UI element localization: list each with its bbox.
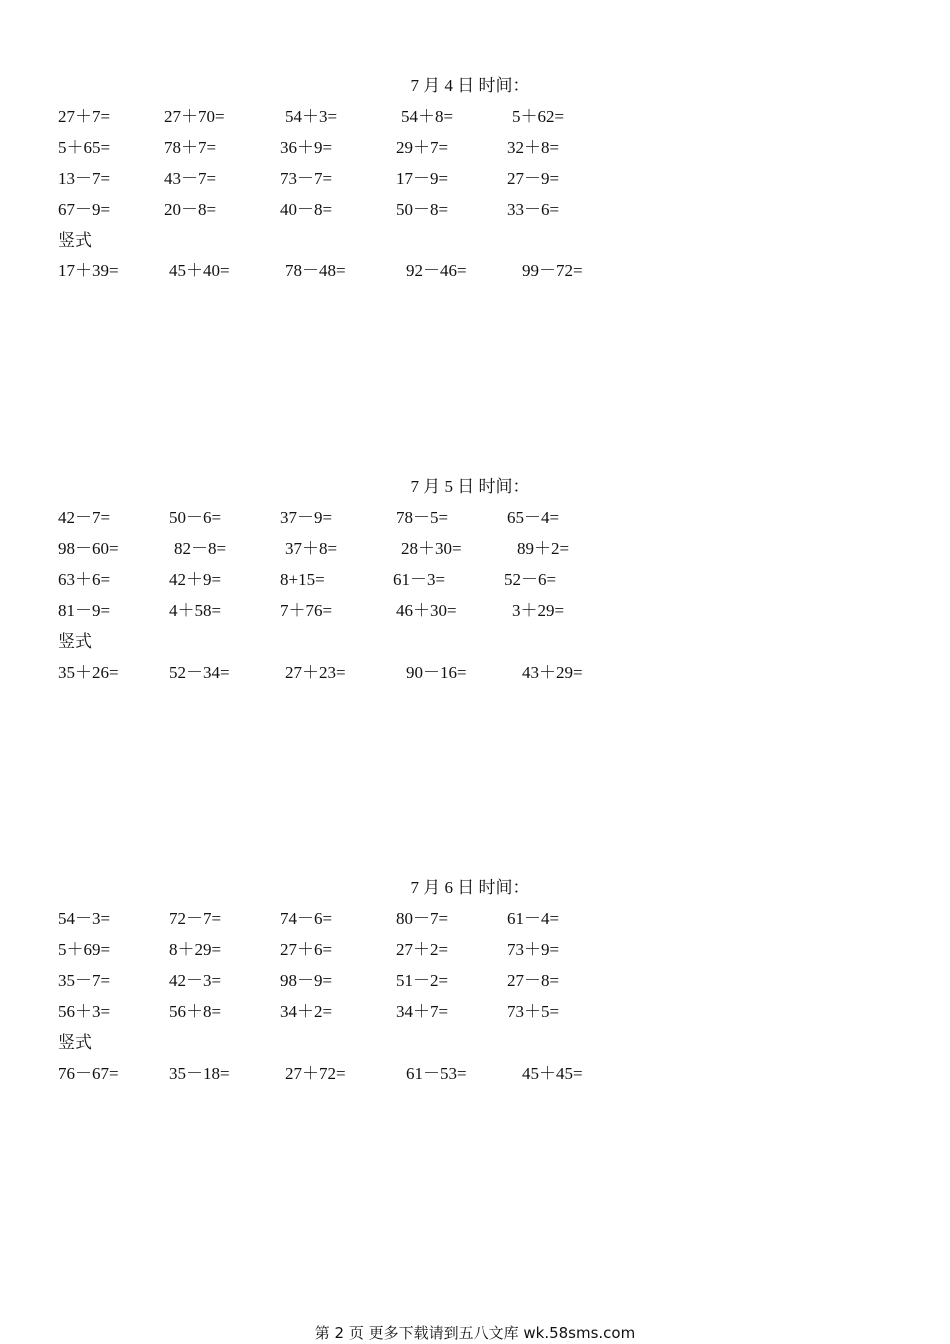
problem: 43－7= [164,169,217,188]
vertical-problem: 35－18= [169,1064,230,1083]
problem: 42＋9= [169,570,222,589]
problem: 61－3= [393,570,446,589]
problem: 51－2= [396,971,449,990]
problem: 61－4= [507,909,560,928]
page-footer: 第 2 页 更多下载请到五八文库 wk.58sms.com [314,1324,636,1342]
vertical-problem: 92－46= [406,261,467,280]
section-3-title: 7 月 6 日 时间： [410,878,530,897]
vertical-problem: 35＋26= [58,663,119,682]
problem: 98－60= [58,539,119,558]
vertical-problem: 78－48= [285,261,346,280]
problem: 89＋2= [517,539,570,558]
problem: 29＋7= [396,138,449,157]
problem: 34＋7= [396,1002,449,1021]
problem: 81－9= [58,601,111,620]
problem: 4＋58= [169,601,222,620]
problem: 13－7= [58,169,111,188]
problem: 74－6= [280,909,333,928]
problem: 27＋2= [396,940,449,959]
vertical-problem: 45＋45= [522,1064,583,1083]
problem: 78＋7= [164,138,217,157]
problem: 52－6= [504,570,557,589]
problem: 73＋5= [507,1002,560,1021]
problem: 50－8= [396,200,449,219]
problem: 42－3= [169,971,222,990]
vertical-label: 竖式 [58,1033,92,1052]
problem: 63＋6= [58,570,111,589]
vertical-problem: 99－72= [522,261,583,280]
problem: 67－9= [58,200,111,219]
problem: 36＋9= [280,138,333,157]
problem: 37－9= [280,508,333,527]
problem: 80－7= [396,909,449,928]
problem: 33－6= [507,200,560,219]
problem: 27＋6= [280,940,333,959]
problem: 27＋70= [164,107,225,126]
problem: 73－7= [280,169,333,188]
problem: 56＋8= [169,1002,222,1021]
problem: 54－3= [58,909,111,928]
problem: 7＋76= [280,601,333,620]
problem: 27＋7= [58,107,111,126]
problem: 35－7= [58,971,111,990]
problem: 5＋69= [58,940,111,959]
vertical-problem: 52－34= [169,663,230,682]
vertical-label: 竖式 [58,632,92,651]
problem: 32＋8= [507,138,560,157]
problem: 73＋9= [507,940,560,959]
problem: 20－8= [164,200,217,219]
vertical-problem: 90－16= [406,663,467,682]
vertical-problem: 45＋40= [169,261,230,280]
section-2-title: 7 月 5 日 时间： [410,477,530,496]
problem: 37＋8= [285,539,338,558]
section-1-title: 7 月 4 日 时间： [410,76,530,95]
problem: 78－5= [396,508,449,527]
problem: 5＋65= [58,138,111,157]
problem: 17－9= [396,169,449,188]
problem: 3＋29= [512,601,565,620]
problem: 46＋30= [396,601,457,620]
problem: 56＋3= [58,1002,111,1021]
vertical-problem: 27＋72= [285,1064,346,1083]
problem: 27－8= [507,971,560,990]
vertical-problem: 27＋23= [285,663,346,682]
problem: 40－8= [280,200,333,219]
problem: 82－8= [174,539,227,558]
problem: 27－9= [507,169,560,188]
vertical-label: 竖式 [58,231,92,250]
vertical-problem: 43＋29= [522,663,583,682]
problem: 50－6= [169,508,222,527]
vertical-problem: 61－53= [406,1064,467,1083]
problem: 98－9= [280,971,333,990]
vertical-problem: 17＋39= [58,261,119,280]
problem: 34＋2= [280,1002,333,1021]
problem: 8＋29= [169,940,222,959]
problem: 54＋3= [285,107,338,126]
problem: 5＋62= [512,107,565,126]
problem: 54＋8= [401,107,454,126]
problem: 65－4= [507,508,560,527]
problem: 28＋30= [401,539,462,558]
problem: 8+15= [280,570,325,589]
vertical-problem: 76－67= [58,1064,119,1083]
problem: 72－7= [169,909,222,928]
problem: 42－7= [58,508,111,527]
